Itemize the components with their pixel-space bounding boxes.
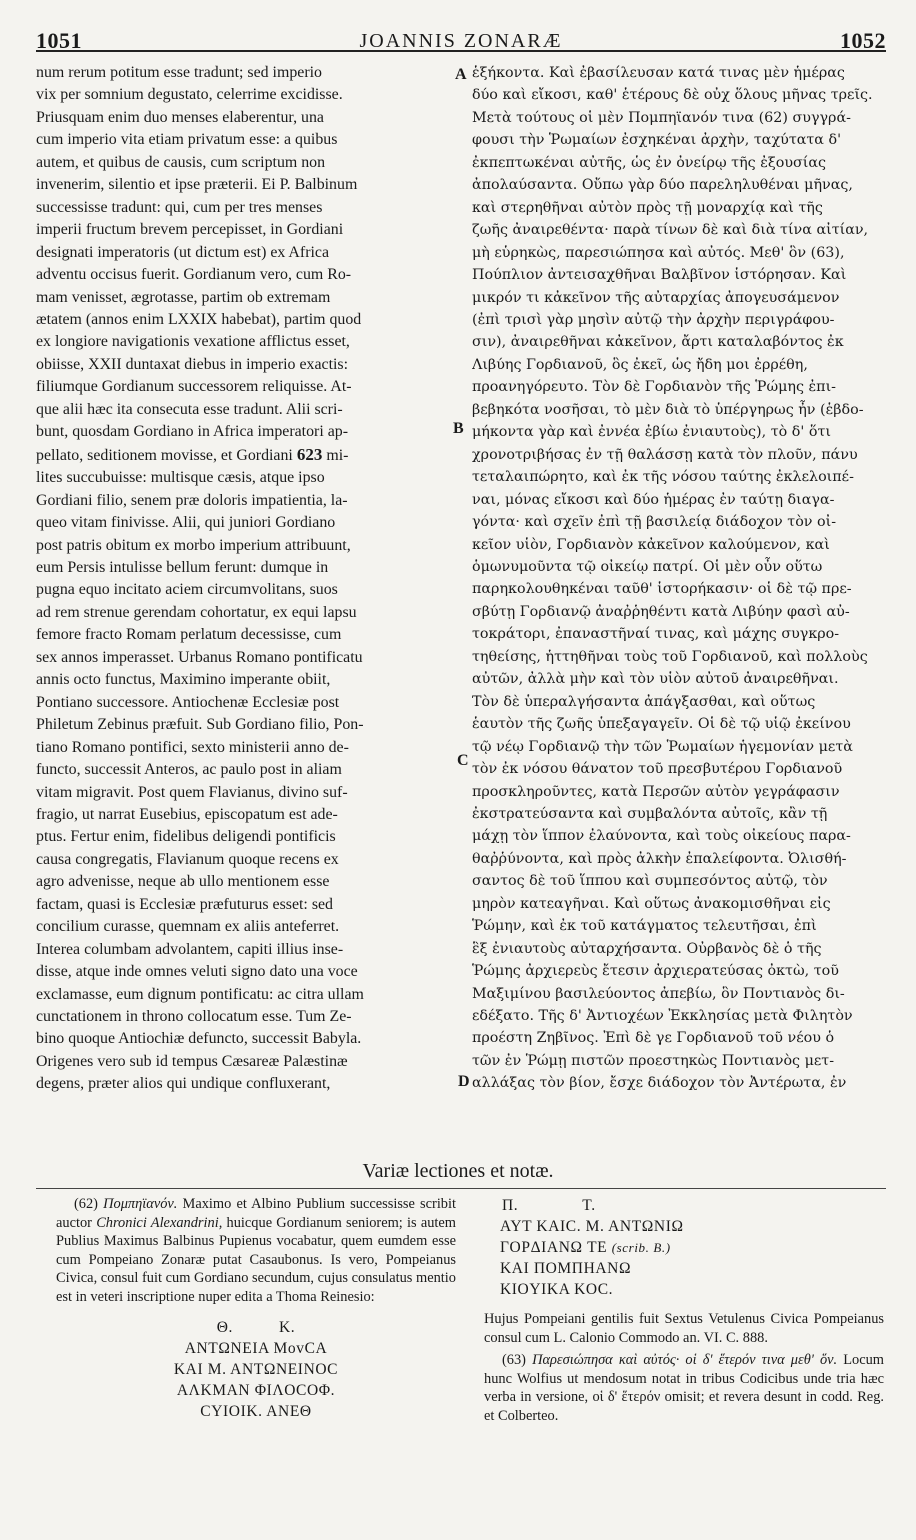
greek-line: τοκράτορι, ἐπαναστῆναί τινας, καὶ μάχης συγκρο-	[472, 626, 840, 643]
latin-line: exclamasse, eum dignum pontificatu: ac citra ullam	[36, 985, 364, 1003]
greek-line: μάχῃ τὸν ἵππον ἐλαύνοντα, καὶ τοὺς οἰκείους παρα-	[472, 828, 851, 845]
note-63-lemma: Παρεσιώπησα καὶ αὐτός· οἱ δ' ἕτερόν τινα μεθ' ὅν.	[532, 1352, 838, 1369]
greek-column	[472, 62, 886, 1142]
greek-line: φουσι τὴν Ῥωμαίων ἐσχηκέναι ἀρχὴν, ταχύτατα δ'	[472, 132, 842, 149]
margin-marker-a: A	[455, 66, 467, 83]
inscription-right-line	[500, 1237, 884, 1258]
greek-line: ἑαυτὸν τῆς ζωῆς ὑπεξαγαγεῖν. Οἱ δὲ τῷ υἱῷ ἐκείνου	[472, 716, 851, 733]
inscription-right-annotation: (scrib. B.)	[611, 1240, 671, 1255]
greek-line: Πούπλιον ἀντεισαχθῆναι Βαλβῖνον ἱστόρησαν. Καὶ	[472, 267, 847, 284]
latin-line-text: pellato, seditionem movisse, et Gordiani	[36, 446, 293, 464]
greek-line: ναι, μόνας εἴκοσι καὶ δύο ἡμέρας ἐν ταύτῃ διαγα-	[472, 491, 835, 508]
latin-line: causa congregatis, Flavianum quoque recens ex	[36, 850, 339, 868]
greek-line: ἑξήκοντα. Καὶ ἐβασίλευσαν κατά τινας μὲν ἡμέρας	[472, 65, 845, 81]
greek-line: τεταλαιπώρητο, καὶ ἐκ τῆς νόσου ταύτης ἐκλελοιπέ-	[472, 469, 854, 486]
note-62-ref: (62)	[74, 1196, 98, 1212]
notes-right-column	[484, 1195, 884, 1426]
latin-line: imperii fructum brevem percepisset, in Gordiani	[36, 221, 344, 239]
greek-line: ἐκπεπτωκέναι αὐτῆς, ὡς ἐν ὀνείρῳ τῆς ἐξουσίας	[472, 154, 827, 171]
greek-line: Λιβύης Γορδιανοῦ, ὃς ἐκεῖ, ὡς ἤδη μοι ἐρρέθη,	[472, 356, 808, 373]
notes-title: Variæ lectiones et notæ.	[362, 1160, 554, 1182]
note-62-italic: Chronici Alexandrini,	[96, 1214, 223, 1231]
latin-line: fragio, ut narrat Eusebius, episcopatum est ade-	[36, 805, 338, 823]
latin-line: eum Persis intulisse bellum ferunt: dumque in	[36, 558, 329, 576]
note-62	[56, 1195, 456, 1307]
running-title: JOANNIS ZONARÆ	[359, 30, 563, 52]
latin-line: annis octo functus, Maximino imperante obiit,	[36, 671, 331, 689]
latin-line: Interea columbam advolantem, capiti illius inse-	[36, 940, 344, 958]
header-rule	[36, 50, 886, 52]
greek-line: σαντος δὲ τοῦ ἵππου καὶ συμπεσόντος αὐτῷ, τὸν	[472, 873, 828, 890]
greek-line: τηθείσης, ἡττηθῆναι τοὺς τοῦ Γορδιανοῦ, καὶ πολλοὺς	[472, 648, 868, 665]
greek-line: προανηγόρευτο. Τὸν δὲ Γορδιανὸν τῆς Ῥώμης ἐπι-	[472, 379, 837, 396]
note-62-lemma: Πομπηϊανόν.	[103, 1196, 178, 1212]
greek-line: Τὸν δὲ ὑπεραλγήσαντα ἀπάγξασθαι, καὶ οὕτως	[472, 693, 816, 710]
greek-line: τὸν ἐκ νόσου θάνατον τοῦ πρεσβυτέρου Γορδιανοῦ	[472, 761, 843, 778]
latin-line: invenerim, silentio et ipse præterii. Ei P. Balbinum	[36, 176, 358, 194]
latin-line: Philetum Zebinus præfuit. Sub Gordiano filio, Pon-	[36, 716, 364, 734]
latin-line: que alii hæc ita consecuta esse tradunt. Alii scri-	[36, 400, 343, 418]
greek-line: χρονοτριβήσας ἐν τῇ θαλάσσῃ κατὰ τὸν πλοῦν, πάνυ	[472, 446, 858, 463]
latin-line: bino quoque Antiochiæ defuncto, successit Babyla.	[36, 1030, 362, 1048]
notes-left-column	[56, 1195, 456, 1422]
inline-column-number: 623	[296, 444, 323, 464]
latin-line: cunctationem in throno collocatum esse. Tum Ze-	[36, 1008, 352, 1026]
latin-line: adventu occisus fuerit. Gordianum vero, cum Ro-	[36, 266, 352, 284]
latin-line: tiano Romano pontifici, sexto ministerii anno de-	[36, 738, 349, 756]
latin-line: filiumque Gordianum successorem reliquisse. At-	[36, 378, 352, 396]
inscription-right-head-2: T.	[582, 1197, 596, 1214]
latin-line: factam, quasi is Ecclesiæ præfuturus esset: sed	[36, 895, 333, 913]
latin-line: ex longiore navigationis vexatione afflictus esset,	[36, 333, 350, 351]
greek-line: σιν), ἀναιρεθῆναι κἀκεῖνον, ἄρτι καταλαβόντος ἐκ	[472, 334, 844, 351]
note-62-text2: huicque Gordianum seniorem; is autem Publius Maximus Balbinus Pupienus vocabatur, quem eumdem esse cum Pompeiano Zonaræ putat Casaubonus. Is vero, Pompeianus Civica, consul fuit cum Gordiano secundum, cujus consulatus mentio est in veteri inscriptione nuper edita a Thoma Reinesio:	[56, 1214, 456, 1305]
greek-line: μηρὸν κατεαγῆναι. Καὶ οὕτως ἀνακομισθῆναι εἰς	[472, 895, 831, 912]
inscription-left-line: ANTΩNEIA MovCA	[184, 1339, 328, 1357]
latin-line: sex annos imperasset. Urbanus Romano pontificatu	[36, 648, 363, 666]
inscription-left-line: KAI M. ANTΩNEINOC	[173, 1360, 339, 1378]
greek-line: ἓξ ἐνιαυτοὺς αὐταρχήσαντα. Οὐρβανὸς δὲ ὁ τῆς	[472, 940, 822, 957]
latin-line: mam venisset, ægrotasse, partim ob extremam	[36, 288, 331, 306]
greek-line: ὁμωνυμοῦντα τῷ οἰκείῳ πατρί. Οἱ μὲν οὖν οὕτω	[472, 558, 823, 575]
greek-line: μὴ εὑρηκὼς, παρεσιώπησα καὶ αὐτός. Μεθ' ὃν (63),	[472, 244, 845, 261]
greek-line: κεῖον υἱὸν, Γορδιανὸν κἀκεῖνον καλούμενον, καὶ	[472, 536, 830, 553]
latin-line: vitam migravit. Post quem Flavianus, divino suf-	[36, 783, 348, 801]
margin-marker-d: D	[458, 1073, 470, 1090]
greek-line: Ῥώμην, καὶ ἐκ τοῦ κατάγματος τελευτῆσαι, ἐπὶ	[472, 918, 817, 935]
greek-line: γόντα· καὶ σχεῖν ἐπὶ τῇ βασιλείᾳ διάδοχον τὸν οἰ-	[472, 514, 837, 531]
greek-line: προέστη Ζηβῖνος. Ἐπὶ δὲ γε Γορδιανοῦ τοῦ νέου ὁ	[472, 1030, 835, 1047]
note-63	[484, 1351, 884, 1425]
inscription-right	[500, 1195, 884, 1300]
latin-line: functo, successit Anteros, ac paulo post in aliam	[36, 761, 342, 779]
greek-line: εδέξατο. Τῆς δ' Ἀντιοχέων Ἐκκλησίας μετὰ Φιλητὸν	[472, 1008, 853, 1025]
inscription-right-line: AYT KAIC. M. ANTΩNIΩ	[500, 1218, 684, 1235]
greek-line: ζωῆς ἀναιρεθέντα· παρὰ τίνων δὲ καὶ διὰ τίνα αἰτίαν,	[472, 222, 869, 239]
latin-line-continuation: mi-	[326, 446, 349, 464]
latin-line: pugna equo incitato aciem circumvolitans, suos	[36, 581, 338, 599]
greek-line: θαῤῥύνοντα, καὶ πρὸς ἀλκὴν ἐπαλείφοντα. Ὀλισθή-	[472, 850, 847, 867]
note-63-text: Locum hunc Wolfius ut mendosum notat in tribus Codicibus unde tria hæc verba in versione, οἱ δ' ἕτερόν omisit; et revera desunt in codd. Reg. et Colberteo.	[484, 1352, 884, 1424]
inscription-right-line: KIOYIKA KOC.	[500, 1281, 614, 1298]
greek-line: Μετὰ τούτους οἱ μὲν Πομπηϊανόν τινα (62) συγγρά-	[472, 109, 851, 126]
latin-line: concilium curasse, quemnam ex aliis anteferret.	[36, 918, 340, 936]
pompeiani-note: Hujus Pompeiani gentilis fuit Sextus Vetulenus Civica Pompeianus consul cum L. Calonio Commodo an. VI. C. 888.	[484, 1311, 884, 1346]
running-header	[36, 28, 886, 58]
latin-line: ad rem strenue gerendam cohortatur, ex equi lapsu	[36, 603, 357, 621]
latin-line: num rerum potitum esse tradunt; sed imperio	[36, 64, 322, 81]
inscription-right-head-1: Π.	[502, 1197, 519, 1214]
latin-column	[36, 62, 454, 1142]
inscription-left-line: AΛKMAN ΦIΛOCOΦ.	[176, 1381, 336, 1399]
latin-line: post patris obitum ex morbo imperium attribuunt,	[36, 536, 351, 554]
latin-line: bunt, quosdam Gordiano in Africa imperatori ap-	[36, 423, 348, 441]
latin-line: femore fracto Romam perlatum decessisse, cum	[36, 626, 342, 644]
inscription-right-line-text: ΓOPΔIANΩ TE	[500, 1239, 608, 1256]
latin-line: Priusquam enim duo menses elaberentur, una	[36, 108, 324, 126]
margin-marker-c: C	[457, 752, 469, 769]
greek-line: ἐκστρατεύσαντα καὶ συμβαλόντα αὐτοῖς, κἂν τῇ	[472, 805, 828, 822]
greek-line: Μαξιμίνου βασιλεύοντος ἀπεβίω, ὃν Ποντιανὸς δι-	[472, 985, 845, 1002]
greek-line: ἀπολαύσαντα. Οὔπω γὰρ δύο παρεληλυθέναι μῆνας,	[472, 177, 853, 194]
greek-line: Ῥώμης ἀρχιερεὺς ἔτεσιν ἀρχιερατεύσας ὀκτὼ, τοῦ	[472, 963, 839, 980]
greek-line: παρηκολουθηκέναι ταῦθ' ἱστορήκασιν· οἱ δὲ τῷ πρε-	[472, 581, 852, 598]
latin-line: vix per somnium degustato, celerrime excidisse.	[36, 86, 343, 104]
latin-line: Origenes vero sub id tempus Cæsareæ Palæstinæ	[36, 1052, 348, 1070]
latin-line: disse, atque inde omnes veluti signo dato una voce	[36, 963, 358, 981]
inscription-left-head-1: Θ.	[216, 1318, 233, 1336]
inscription-left-line: CYIOIK. ANEΘ	[200, 1402, 312, 1420]
latin-line: successisse tradunt: qui, cum per tres menses	[36, 198, 323, 216]
latin-line: queo vitam finivisse. Alii, qui juniori Gordiano	[36, 514, 336, 532]
note-62-text: Maximo et Albino Publium successisse scribit auctor	[56, 1196, 457, 1231]
latin-line: cum imperio vita etiam privatum esse: a quibus	[36, 131, 338, 149]
page-number-right: 1052	[840, 28, 886, 53]
latin-line: autem, et quibus de causis, cum scriptum non	[36, 153, 326, 171]
latin-line: obiisse, XXII duntaxat diebus in imperio exactis:	[36, 355, 349, 373]
greek-line: αὐτῶν, ἀλλὰ μὴν καὶ τὸν υἱὸν αὐτοῦ ἀναιρεθῆναι.	[472, 671, 839, 688]
latin-line	[36, 444, 454, 467]
latin-line: agro advenisse, neque ab ullo mentionem esse	[36, 873, 330, 891]
note-63-ref: (63)	[502, 1352, 526, 1369]
greek-line: τῶν ἐν Ῥώμῃ πιστῶν προεστηκὼς Ποντιανὸς μετ-	[472, 1052, 835, 1069]
greek-line: αλλάξας τὸν βίον, ἔσχε διάδοχον τὸν Ἀντέρωτα, ἐν	[472, 1075, 847, 1092]
latin-line: Gordiani filio, senem præ doloris impatientia, la-	[36, 491, 348, 509]
greek-line: μήκοντα γὰρ καὶ ἐννέα ἐβίω ἐνιαυτοὺς), τὸ δ' ὅτι	[472, 424, 831, 441]
inscription-right-line: KAI ΠOMΠHANΩ	[500, 1260, 632, 1277]
latin-line: ptus. Fertur enim, fidelibus deligendi pontificis	[36, 828, 336, 846]
latin-line: designati imperatoris (ut dictum est) ex Africa	[36, 243, 330, 261]
greek-line: (ἐπὶ τρισὶ γὰρ μησὶν αὐτῷ τὴν ἀρχὴν περιγράφου-	[472, 311, 835, 328]
greek-line: τῷ νέῳ Γορδιανῷ τὴν τῶν Ῥωμαίων ἡγεμονίαν μετὰ	[472, 738, 853, 755]
greek-line: βεβηκότα νοσῆσαι, τὸ μὲν διὰ τὸ ὑπέργηρως ἦν (ἑβδο-	[472, 401, 864, 418]
margin-marker-b: B	[453, 420, 464, 437]
latin-line: degens, præter alios qui undique confluxerant,	[36, 1075, 331, 1093]
latin-line: lites succubuisse: multisque cæsis, atque ipso	[36, 469, 325, 487]
latin-line: Pontiano successore. Antiochenæ Ecclesiæ post	[36, 693, 340, 711]
greek-line: δύο καὶ εἴκοσι, καθ' ἑτέρους δὲ οὐχ ὅλους μῆνας τρεῖς.	[472, 87, 873, 104]
greek-line: σβύτῃ Γορδιανῷ ἀναῤῥηθέντι κατὰ Λιβύην φασὶ αὐ-	[472, 603, 850, 620]
greek-line: μικρόν τι κἀκεῖνον τῆς αὐταρχίας ἀπογευσάμενον	[472, 289, 840, 306]
inscription-left-head-2: K.	[279, 1318, 296, 1336]
notes-rule	[36, 1188, 886, 1189]
greek-line: καὶ στερηθῆναι αὐτὸν πρὸς τῇ μοναρχίᾳ καὶ τῆς	[472, 199, 823, 216]
greek-line: προσκληροῦντες, κατὰ Περσῶν αὐτὸν γεγράφασιν	[472, 783, 840, 800]
page-number-left: 1051	[36, 28, 82, 53]
latin-line: ætatem (annos enim LXXIX habebat), partim quod	[36, 310, 362, 328]
inscription-left	[56, 1317, 456, 1422]
